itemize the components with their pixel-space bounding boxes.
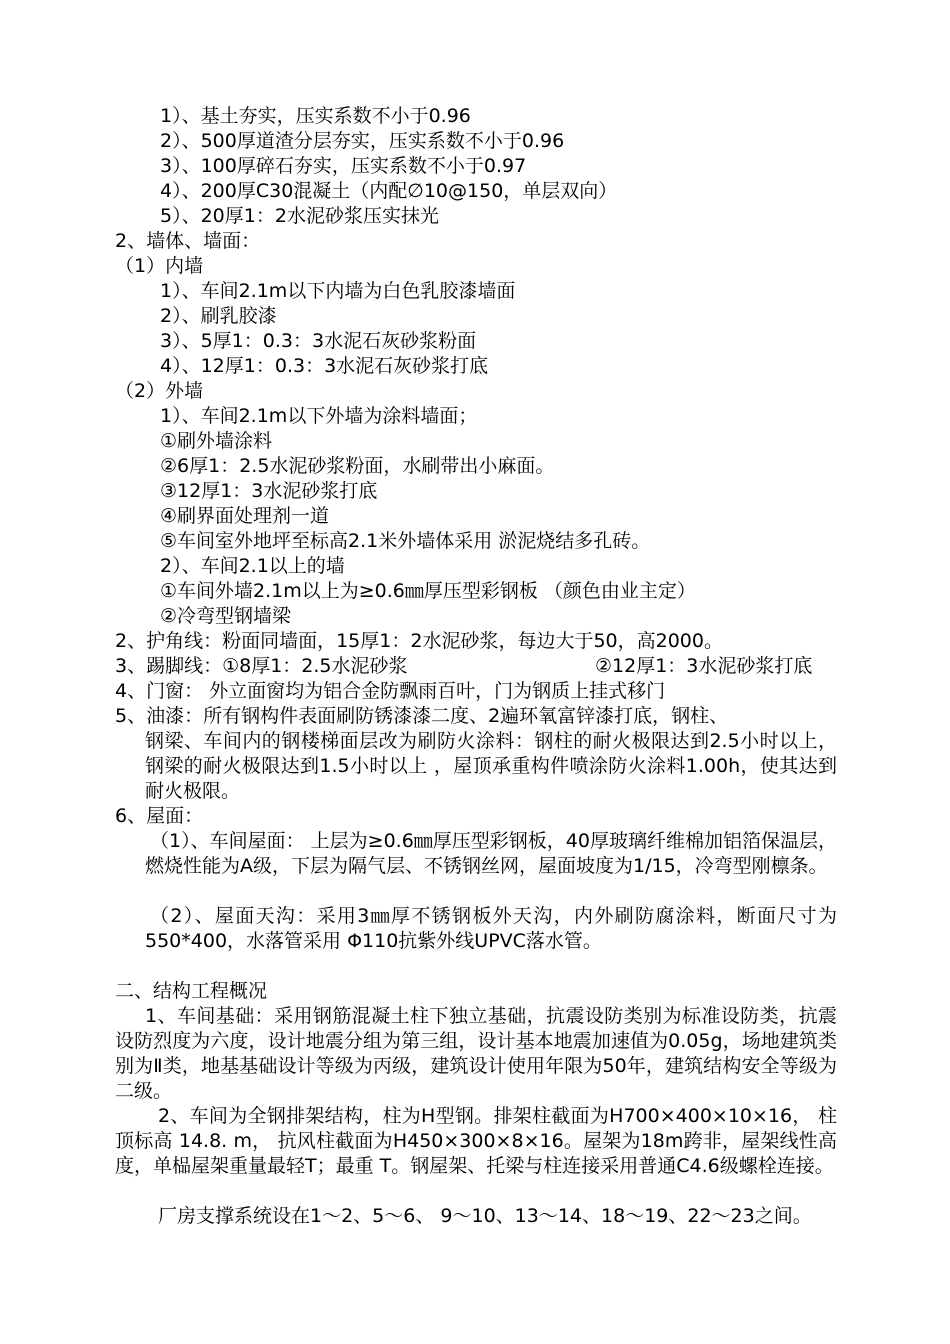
paint-paragraph: 钢梁、车间内的钢楼梯面层改为刷防火涂料：钢柱的耐火极限达到2.5小时以上，钢梁的耐火极限达到1.5小时以上 ，屋顶承重构件喷涂防火涂料1.00h，使其达到耐火极限。 — [145, 730, 837, 802]
skirting-line-second: ②12厚1：3水泥砂浆打底 — [595, 655, 813, 677]
structure-foundation-paragraph: 1、车间基础：采用钢筋混凝土柱下独立基础，抗震设防类别为标准设防类，抗震设防烈度为六度，设计地震分组为第三组，设计基本地震加速值为0.05g，场地建筑类别为Ⅱ类，地基基础设计等级为丙级，建筑设计使用年限为50年，建筑结构安全等级为二级。 — [115, 1005, 837, 1102]
outer-wall-sub-4: ④刷界面处理剂一道 — [160, 505, 330, 527]
roof-heading: 6、屋面： — [115, 805, 204, 827]
floor-item-1: 1）、基土夯实，压实系数不小于0.96 — [160, 105, 471, 127]
outer-wall-upper-sub-2: ②冷弯型钢墙梁 — [160, 605, 292, 627]
outer-wall-sub-1: ①刷外墙涂料 — [160, 430, 273, 452]
structure-bracing-paragraph: 厂房支撑系统设在1～2、5～6、 9～10、13～14、18～19、22～23之间。 — [158, 1205, 812, 1227]
outer-wall-item-1: 1）、车间2.1m以下外墙为涂料墙面； — [160, 405, 478, 427]
doors-windows-line: 4、门窗： 外立面窗均为铝合金防飘雨百叶，门为钢质上挂式移门 — [115, 680, 666, 702]
floor-item-2: 2）、500厚道渣分层夯实，压实系数不小于0.96 — [160, 130, 565, 152]
floor-item-4: 4）、200厚C30混凝土（内配∅10@150，单层双向） — [160, 180, 618, 202]
inner-wall-item-1: 1）、车间2.1m以下内墙为白色乳胶漆墙面 — [160, 280, 516, 302]
inner-wall-item-3: 3）、5厚1：0.3：3水泥石灰砂浆粉面 — [160, 330, 477, 352]
floor-item-5: 5）、20厚1：2水泥砂浆压实抹光 — [160, 205, 439, 227]
inner-wall-item-4: 4）、12厚1：0.3：3水泥石灰砂浆打底 — [160, 355, 489, 377]
outer-wall-sub-3: ③12厚1：3水泥砂浆打底 — [160, 480, 378, 502]
outer-wall-sub-5: ⑤车间室外地坪至标高2.1米外墙体采用 淤泥烧结多孔砖。 — [160, 530, 651, 552]
paint-line-first: 5、油漆：所有钢构件表面刷防锈漆漆二度、2遍环氧富锌漆打底，钢柱、 — [115, 705, 729, 727]
structure-frame-paragraph: 2、车间为全钢排架结构，柱为H型钢。排架柱截面为H700×400×10×16， 柱顶标高 14.8. m， 抗风柱截面为H450×300×8×16。屋架为18m跨非，屋架线性高度，单榀屋架重量最轻T；最重 T。钢屋架、托梁与柱连接采用普通C4.6级螺栓连接。 — [115, 1105, 837, 1177]
structure-heading: 二、结构工程概况 — [115, 980, 268, 1002]
outer-wall-upper-sub-1: ①车间外墙2.1m以上为≥0.6㎜厚压型彩钢板 （颜色由业主定） — [160, 580, 696, 602]
outer-wall-item-2: 2）、车间2.1以上的墙 — [160, 555, 345, 577]
inner-wall-heading: （1）内墙 — [115, 255, 204, 277]
corner-guard-line: 2、护角线：粉面同墙面，15厚1：2水泥砂浆，每边大于50，高2000。 — [115, 630, 723, 652]
wall-heading: 2、墙体、墙面： — [115, 230, 261, 252]
inner-wall-item-2: 2）、刷乳胶漆 — [160, 305, 277, 327]
outer-wall-sub-2: ②6厚1：2.5水泥砂浆粉面，水刷带出小麻面。 — [160, 455, 555, 477]
skirting-line: 3、踢脚线：①8厚1：2.5水泥砂浆 — [115, 655, 408, 677]
roof-item-1: （1）、车间屋面： 上层为≥0.6㎜厚压型彩钢板，40厚玻璃纤维棉加铝箔保温层，燃烧性能为A级，下层为隔气层、不锈钢丝网，屋面坡度为1/15，冷弯型刚檩条。 — [145, 830, 837, 877]
roof-item-2: （2）、屋面天沟：采用3㎜厚不锈钢板外天沟，内外刷防腐涂料，断面尺寸为 550*400，水落管采用 Φ110抗紫外线UPVC落水管。 — [145, 905, 837, 952]
outer-wall-heading: （2）外墙 — [115, 380, 204, 402]
floor-item-3: 3）、100厚碎石夯实，压实系数不小于0.97 — [160, 155, 527, 177]
